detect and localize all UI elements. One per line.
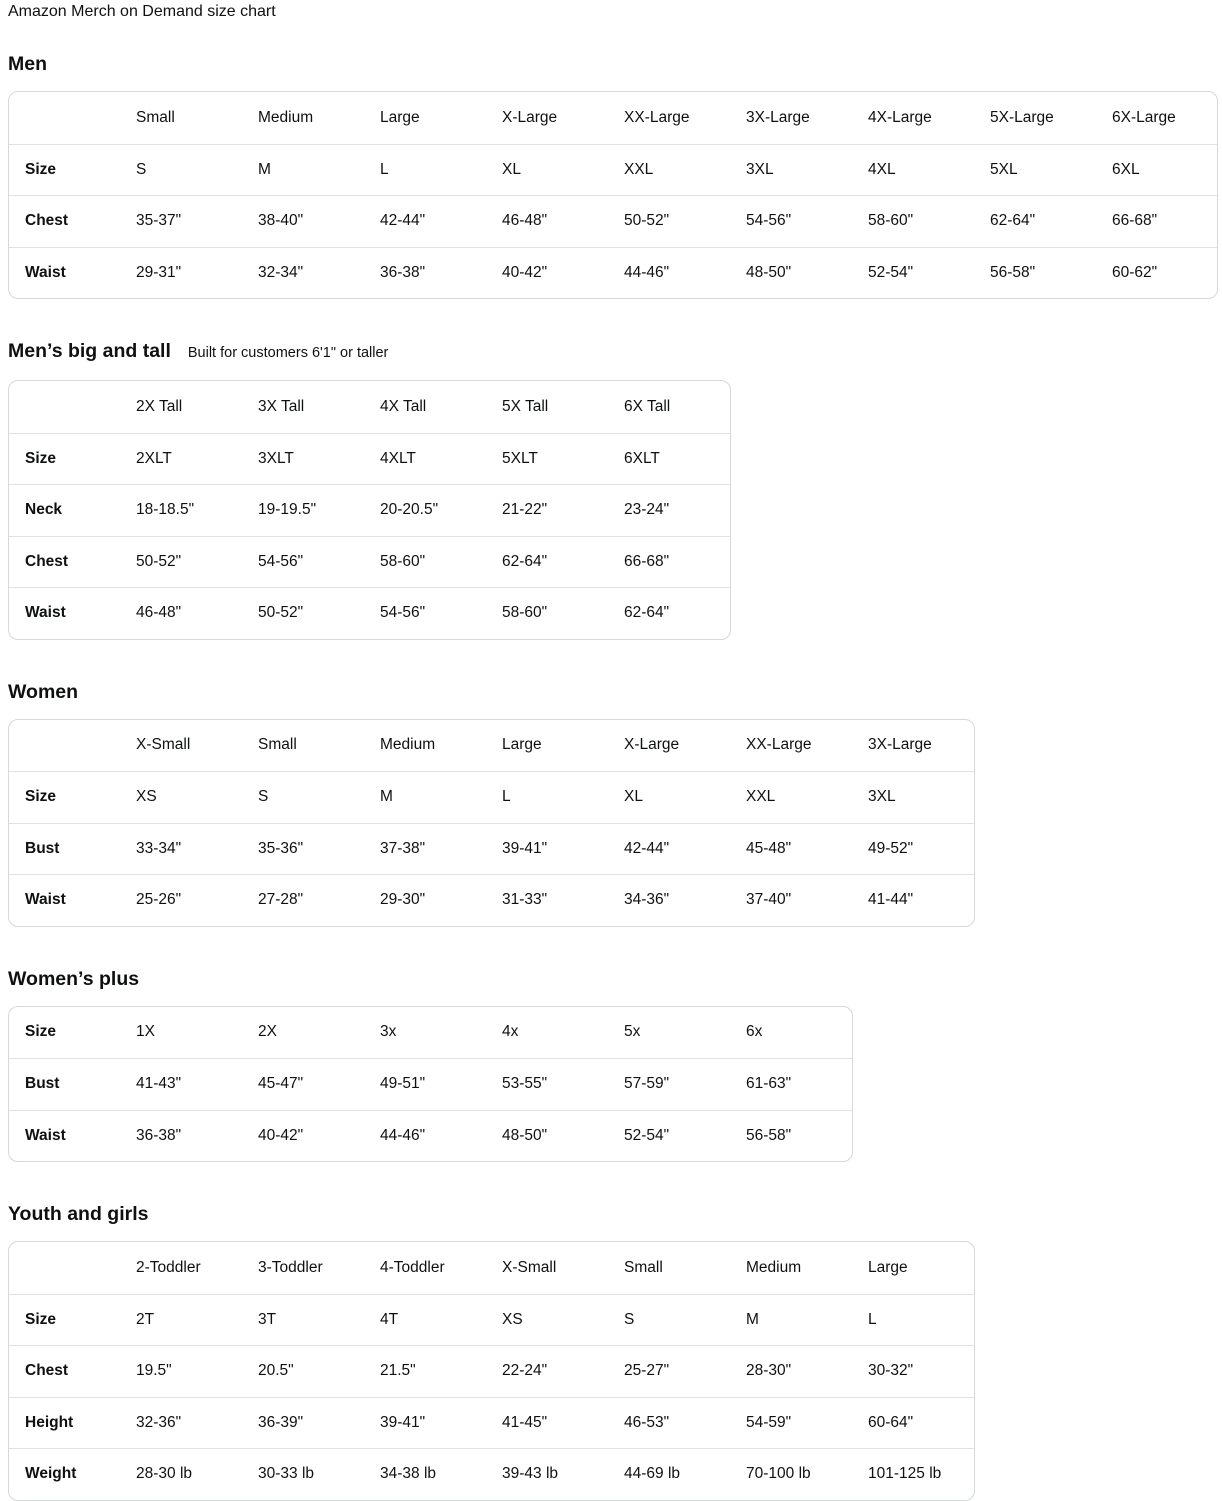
section-heading-womens-plus (8, 967, 1214, 991)
data-row-size (9, 1007, 852, 1059)
value-cell: 28-30 lb (136, 1448, 258, 1500)
value-cell: 31-33" (502, 874, 624, 926)
value-cell: 49-51" (380, 1058, 502, 1110)
value-cell: 21-22" (502, 484, 624, 536)
column-header-row (9, 92, 1217, 144)
data-row-size (9, 1294, 974, 1346)
data-row-size (9, 433, 730, 485)
value-cell: 48-50" (502, 1110, 624, 1162)
value-cell: S (624, 1294, 746, 1346)
data-row-height (9, 1397, 974, 1449)
value-cell: 2T (136, 1294, 258, 1346)
column-header-cell: Small (258, 736, 297, 754)
data-row-chest (9, 536, 730, 588)
value-cell: 6XLT (624, 433, 730, 485)
value-cell: 36-38" (380, 247, 502, 299)
value-cell: 61-63" (746, 1058, 852, 1110)
section-womens-plus (8, 967, 1214, 1163)
value-cell: 32-36" (136, 1397, 258, 1449)
value-cell: 52-54" (868, 247, 990, 299)
column-header-cell: Large (380, 108, 420, 126)
women-size-table-container (8, 719, 1214, 927)
value-cell: 50-52" (136, 536, 258, 588)
row-label-cell: Size (9, 1294, 136, 1346)
data-row-chest (9, 1345, 974, 1397)
value-cell: 37-40" (746, 874, 868, 926)
value-cell: 2X (258, 1023, 277, 1041)
value-cell: 6XL (1112, 144, 1217, 196)
womens-plus-size-table-container (8, 1006, 1214, 1163)
row-label-cell: Height (9, 1397, 136, 1449)
value-cell: L (868, 1294, 974, 1346)
value-cell: 58-60" (868, 195, 990, 247)
value-cell: 41-45" (502, 1397, 624, 1449)
value-cell: 54-59" (746, 1397, 868, 1449)
youth-and-girls-size-table (8, 1241, 975, 1501)
column-header-cell: X-Small (502, 1258, 557, 1276)
column-header-cell: 2X Tall (136, 397, 183, 415)
data-row-waist (9, 587, 730, 639)
section-heading-text: Youth and girls (8, 1203, 149, 1225)
value-cell: 5XL (990, 144, 1112, 196)
section-heading-text: Women (8, 680, 79, 703)
value-cell: 44-46" (380, 1110, 502, 1162)
value-cell: 30-32" (868, 1345, 974, 1397)
value-cell: 56-58" (746, 1110, 852, 1162)
value-cell: 20-20.5" (380, 484, 502, 536)
value-cell: 35-37" (136, 195, 258, 247)
value-cell: 36-38" (136, 1110, 258, 1162)
value-cell: 46-53" (624, 1397, 746, 1449)
value-cell: 49-52" (868, 823, 974, 875)
value-cell: 5x (624, 1023, 641, 1041)
value-cell: 35-36" (258, 823, 380, 875)
section-heading-women (8, 680, 1214, 704)
corner-empty-cell (9, 381, 136, 433)
value-cell: 25-27" (624, 1345, 746, 1397)
data-row-bust (9, 1058, 852, 1110)
section-heading-text: Women’s plus (8, 967, 140, 990)
value-cell: 60-62" (1112, 247, 1217, 299)
data-row-neck (9, 484, 730, 536)
data-row-weight (9, 1448, 974, 1500)
row-label-cell: Size (9, 433, 136, 485)
value-cell: 25-26" (136, 874, 258, 926)
corner-empty-cell (9, 92, 136, 144)
section-youth-and-girls (8, 1202, 1214, 1501)
value-cell: 22-24" (502, 1345, 624, 1397)
value-cell: XS (136, 771, 258, 823)
section-heading-men (8, 52, 1214, 76)
value-cell: 23-24" (624, 484, 730, 536)
value-cell: 62-64" (624, 587, 730, 639)
value-cell: 3XLT (258, 433, 380, 485)
column-header-cell: 3X-Large (746, 108, 810, 126)
value-cell: 50-52" (258, 587, 380, 639)
corner-empty-cell (9, 720, 136, 772)
value-cell: 57-59" (624, 1058, 746, 1110)
column-header-cell: 5X Tall (502, 397, 549, 415)
value-cell: 54-56" (258, 536, 380, 588)
column-header-cell: X-Large (502, 108, 558, 126)
column-header-cell: 5X-Large (990, 108, 1054, 126)
column-header-cell: 3X Tall (258, 397, 305, 415)
value-cell: 58-60" (380, 536, 502, 588)
value-cell: 42-44" (380, 195, 502, 247)
column-header-cell: X-Small (136, 736, 191, 754)
column-header-row (9, 381, 730, 433)
mens-big-and-tall-size-table (8, 380, 731, 640)
value-cell: 29-30" (380, 874, 502, 926)
data-row-waist (9, 247, 1217, 299)
value-cell: 45-48" (746, 823, 868, 875)
value-cell: 66-68" (624, 536, 730, 588)
mens-big-and-tall-size-table-container (8, 380, 1214, 640)
value-cell: 40-42" (502, 247, 624, 299)
data-row-size (9, 144, 1217, 196)
value-cell: 54-56" (380, 587, 502, 639)
value-cell: 1X (136, 1023, 155, 1041)
column-header-cell: 2-Toddler (136, 1258, 201, 1276)
value-cell: 3XL (868, 771, 974, 823)
value-cell: 38-40" (258, 195, 380, 247)
column-header-cell: X-Large (624, 736, 680, 754)
value-cell: 37-38" (380, 823, 502, 875)
value-cell: 6x (746, 1023, 763, 1041)
value-cell: 21.5" (380, 1345, 502, 1397)
value-cell: 4XLT (380, 433, 502, 485)
value-cell: 62-64" (502, 536, 624, 588)
value-cell: M (258, 144, 380, 196)
value-cell: S (136, 144, 258, 196)
row-label-cell: Size (25, 1023, 57, 1041)
row-label-cell: Size (9, 771, 136, 823)
value-cell: 28-30" (746, 1345, 868, 1397)
value-cell: 41-43" (136, 1058, 258, 1110)
value-cell: XXL (746, 771, 868, 823)
value-cell: 20.5" (258, 1345, 380, 1397)
value-cell: 44-46" (624, 247, 746, 299)
value-cell: XXL (624, 144, 746, 196)
value-cell: 4XL (868, 144, 990, 196)
value-cell: 4x (502, 1023, 519, 1041)
value-cell: 58-60" (502, 587, 624, 639)
data-row-size (9, 771, 974, 823)
column-header-cell: Large (868, 1258, 908, 1276)
value-cell: 34-36" (624, 874, 746, 926)
column-header-cell: 6X-Large (1112, 108, 1176, 126)
value-cell: 34-38 lb (380, 1448, 502, 1500)
section-heading-youth-and-girls (8, 1202, 1214, 1226)
value-cell: 70-100 lb (746, 1448, 868, 1500)
value-cell: XS (502, 1294, 624, 1346)
value-cell: 29-31" (136, 247, 258, 299)
row-label-cell: Chest (9, 1345, 136, 1397)
value-cell: 62-64" (990, 195, 1112, 247)
value-cell: 5XLT (502, 433, 624, 485)
section-mens-big-and-tall (8, 339, 1214, 640)
value-cell: 39-43 lb (502, 1448, 624, 1500)
data-row-bust (9, 823, 974, 875)
value-cell: 46-48" (502, 195, 624, 247)
value-cell: XL (502, 144, 624, 196)
column-header-cell: XX-Large (746, 736, 812, 754)
value-cell: 42-44" (624, 823, 746, 875)
value-cell: 39-41" (502, 823, 624, 875)
row-label-cell: Bust (9, 1058, 136, 1110)
section-heading-mens-big-and-tall (8, 339, 1214, 365)
section-women (8, 680, 1214, 927)
section-heading-text: Men’s big and tall (8, 340, 171, 362)
value-cell: 48-50" (746, 247, 868, 299)
value-cell: 101-125 lb (868, 1448, 974, 1500)
value-cell: 36-39" (258, 1397, 380, 1449)
column-header-cell: Medium (258, 108, 314, 126)
value-cell: 53-55" (502, 1058, 624, 1110)
value-cell: 44-69 lb (624, 1448, 746, 1500)
youth-and-girls-size-table-container (8, 1241, 1214, 1501)
value-cell: 3XL (746, 144, 868, 196)
row-label-cell: Waist (9, 587, 136, 639)
data-row-waist (9, 1110, 852, 1162)
value-cell: L (502, 771, 624, 823)
section-heading-text: Men (8, 53, 47, 75)
value-cell: S (258, 771, 380, 823)
men-size-table (8, 91, 1218, 299)
row-label-cell: Neck (9, 484, 136, 536)
row-label-cell: Waist (9, 1110, 136, 1162)
section-subtitle: Built for customers 6'1" or taller (187, 345, 389, 361)
value-cell: 19.5" (136, 1345, 258, 1397)
value-cell: 19-19.5" (258, 484, 380, 536)
data-row-waist (9, 874, 974, 926)
column-header-cell: 4X-Large (868, 108, 932, 126)
value-cell: 2XLT (136, 433, 258, 485)
row-label-cell: Bust (9, 823, 136, 875)
column-header-cell: Medium (380, 736, 436, 754)
page-title: Amazon Merch on Demand size chart (8, 3, 276, 20)
value-cell: 66-68" (1112, 195, 1217, 247)
value-cell: 33-34" (136, 823, 258, 875)
value-cell: 3T (258, 1294, 380, 1346)
column-header-cell: 3X-Large (868, 736, 932, 754)
value-cell: 46-48" (136, 587, 258, 639)
value-cell: XL (624, 771, 746, 823)
men-size-table-container (8, 91, 1214, 299)
corner-empty-cell (9, 1242, 136, 1294)
value-cell: 27-28" (258, 874, 380, 926)
value-cell: 45-47" (258, 1058, 380, 1110)
column-header-cell: 4-Toddler (380, 1258, 445, 1276)
value-cell: 4T (380, 1294, 502, 1346)
row-label-cell: Chest (9, 195, 136, 247)
column-header-row (9, 720, 974, 772)
column-header-cell: Small (624, 1258, 663, 1276)
data-row-chest (9, 195, 1217, 247)
womens-plus-size-table (8, 1006, 853, 1163)
column-header-cell: Medium (746, 1258, 802, 1276)
section-men (8, 52, 1214, 299)
value-cell: 60-64" (868, 1397, 974, 1449)
value-cell: 54-56" (746, 195, 868, 247)
value-cell: 52-54" (624, 1110, 746, 1162)
row-label-cell: Waist (9, 874, 136, 926)
column-header-cell: 3-Toddler (258, 1258, 323, 1276)
value-cell: 56-58" (990, 247, 1112, 299)
value-cell: 18-18.5" (136, 484, 258, 536)
row-label-cell: Chest (9, 536, 136, 588)
column-header-cell: Large (502, 736, 542, 754)
value-cell: 40-42" (258, 1110, 380, 1162)
value-cell: 39-41" (380, 1397, 502, 1449)
value-cell: 50-52" (624, 195, 746, 247)
value-cell: 32-34" (258, 247, 380, 299)
women-size-table (8, 719, 975, 927)
value-cell: 3x (380, 1023, 397, 1041)
row-label-cell: Waist (9, 247, 136, 299)
value-cell: 30-33 lb (258, 1448, 380, 1500)
column-header-cell: Small (136, 108, 175, 126)
column-header-cell: XX-Large (624, 108, 690, 126)
column-header-cell: 4X Tall (380, 397, 427, 415)
row-label-cell: Size (9, 144, 136, 196)
row-label-cell: Weight (9, 1448, 136, 1500)
column-header-cell: 6X Tall (624, 397, 671, 415)
value-cell: 41-44" (868, 874, 974, 926)
value-cell: M (746, 1294, 868, 1346)
value-cell: L (380, 144, 502, 196)
column-header-row (9, 1242, 974, 1294)
value-cell: M (380, 771, 502, 823)
